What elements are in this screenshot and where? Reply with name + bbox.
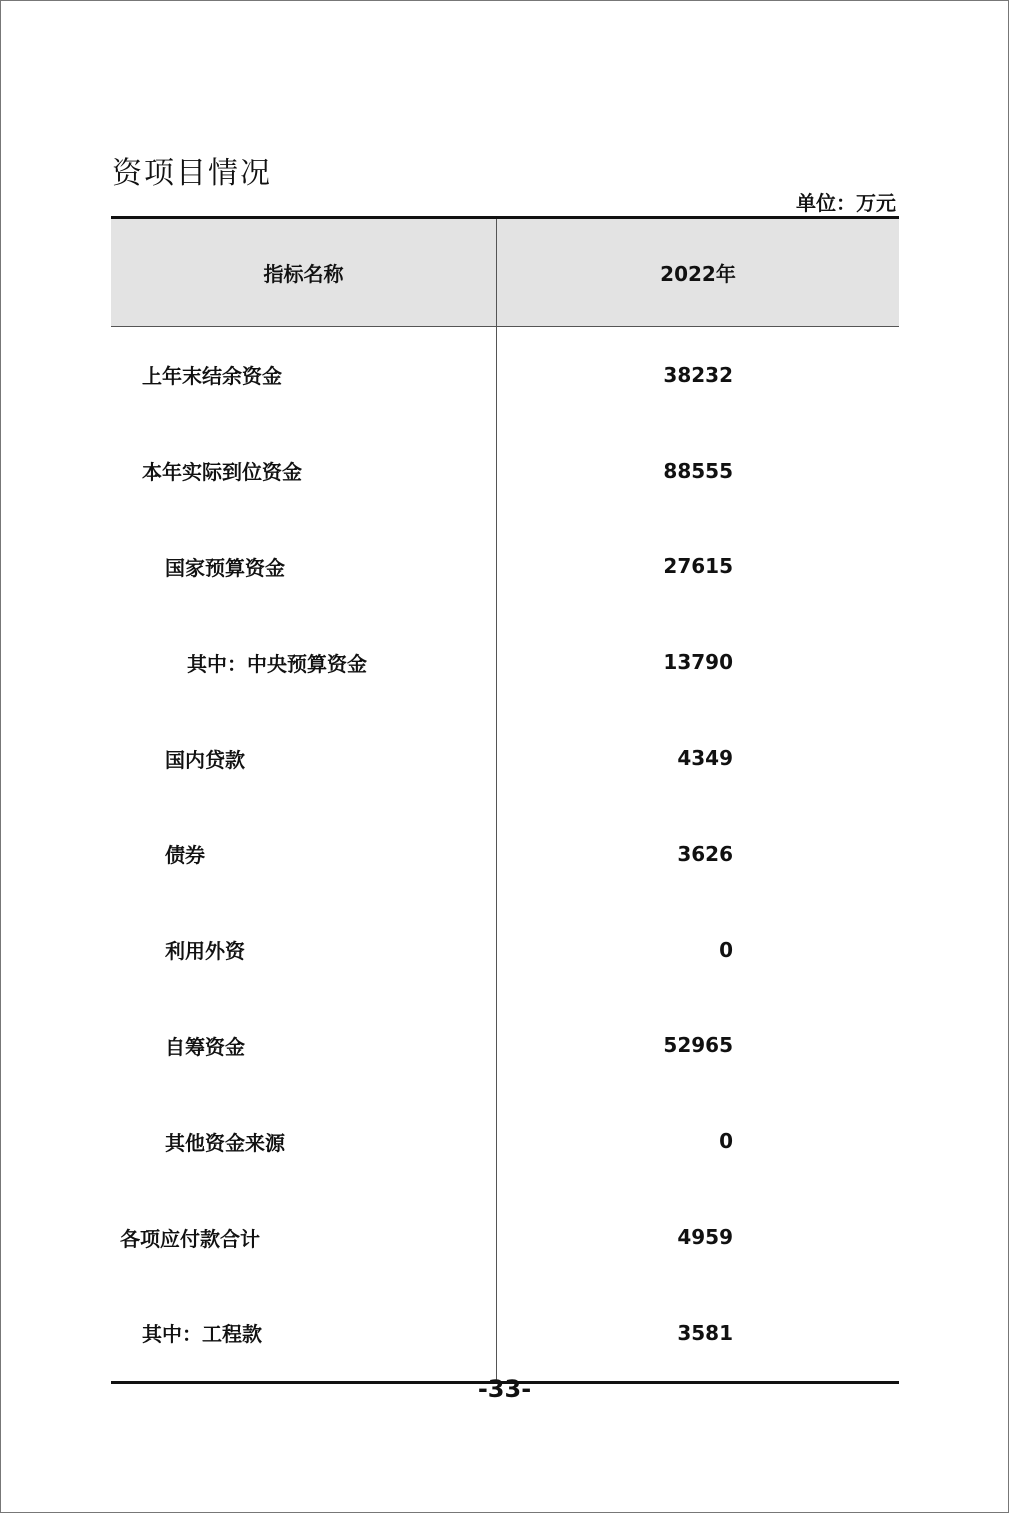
table-row xyxy=(111,519,899,615)
data-table xyxy=(111,216,899,1384)
table-header-row xyxy=(111,219,899,327)
row-value: 38232 xyxy=(663,362,733,387)
row-value: 4959 xyxy=(677,1225,733,1250)
row-value: 3581 xyxy=(677,1320,733,1345)
row-value: 13790 xyxy=(663,650,733,675)
row-name: 其他资金来源 xyxy=(111,1093,497,1189)
row-name: 国家预算资金 xyxy=(111,519,497,615)
table-row xyxy=(111,423,899,519)
table-row xyxy=(111,1189,899,1285)
row-value: 0 xyxy=(719,937,733,962)
table-row xyxy=(111,806,899,902)
row-name: 国内贷款 xyxy=(111,710,497,806)
table-row xyxy=(111,710,899,806)
row-value: 4349 xyxy=(677,746,733,771)
row-name: 各项应付款合计 xyxy=(111,1189,497,1285)
table-row xyxy=(111,1285,899,1381)
row-name: 债券 xyxy=(111,806,497,902)
row-name: 本年实际到位资金 xyxy=(111,423,497,519)
row-name: 其中：工程款 xyxy=(111,1285,497,1381)
row-value: 52965 xyxy=(663,1033,733,1058)
unit-label: 单位：万元 xyxy=(796,191,896,215)
row-value: 27615 xyxy=(663,554,733,579)
row-value: 88555 xyxy=(663,458,733,483)
table-row xyxy=(111,998,899,1094)
table-row xyxy=(111,902,899,998)
table-row xyxy=(111,327,899,423)
header-indicator-name: 指标名称 xyxy=(111,219,497,326)
row-name: 自筹资金 xyxy=(111,998,497,1094)
row-name: 上年末结余资金 xyxy=(111,327,497,423)
page-title: 资项目情况 xyxy=(112,156,272,191)
row-name: 利用外资 xyxy=(111,902,497,998)
row-name: 其中：中央预算资金 xyxy=(111,614,497,710)
table-row xyxy=(111,614,899,710)
row-value: 0 xyxy=(719,1129,733,1154)
row-value: 3626 xyxy=(677,841,733,866)
page-number: -33- xyxy=(477,1375,532,1403)
header-year: 2022年 xyxy=(660,262,736,286)
table-row xyxy=(111,1093,899,1189)
